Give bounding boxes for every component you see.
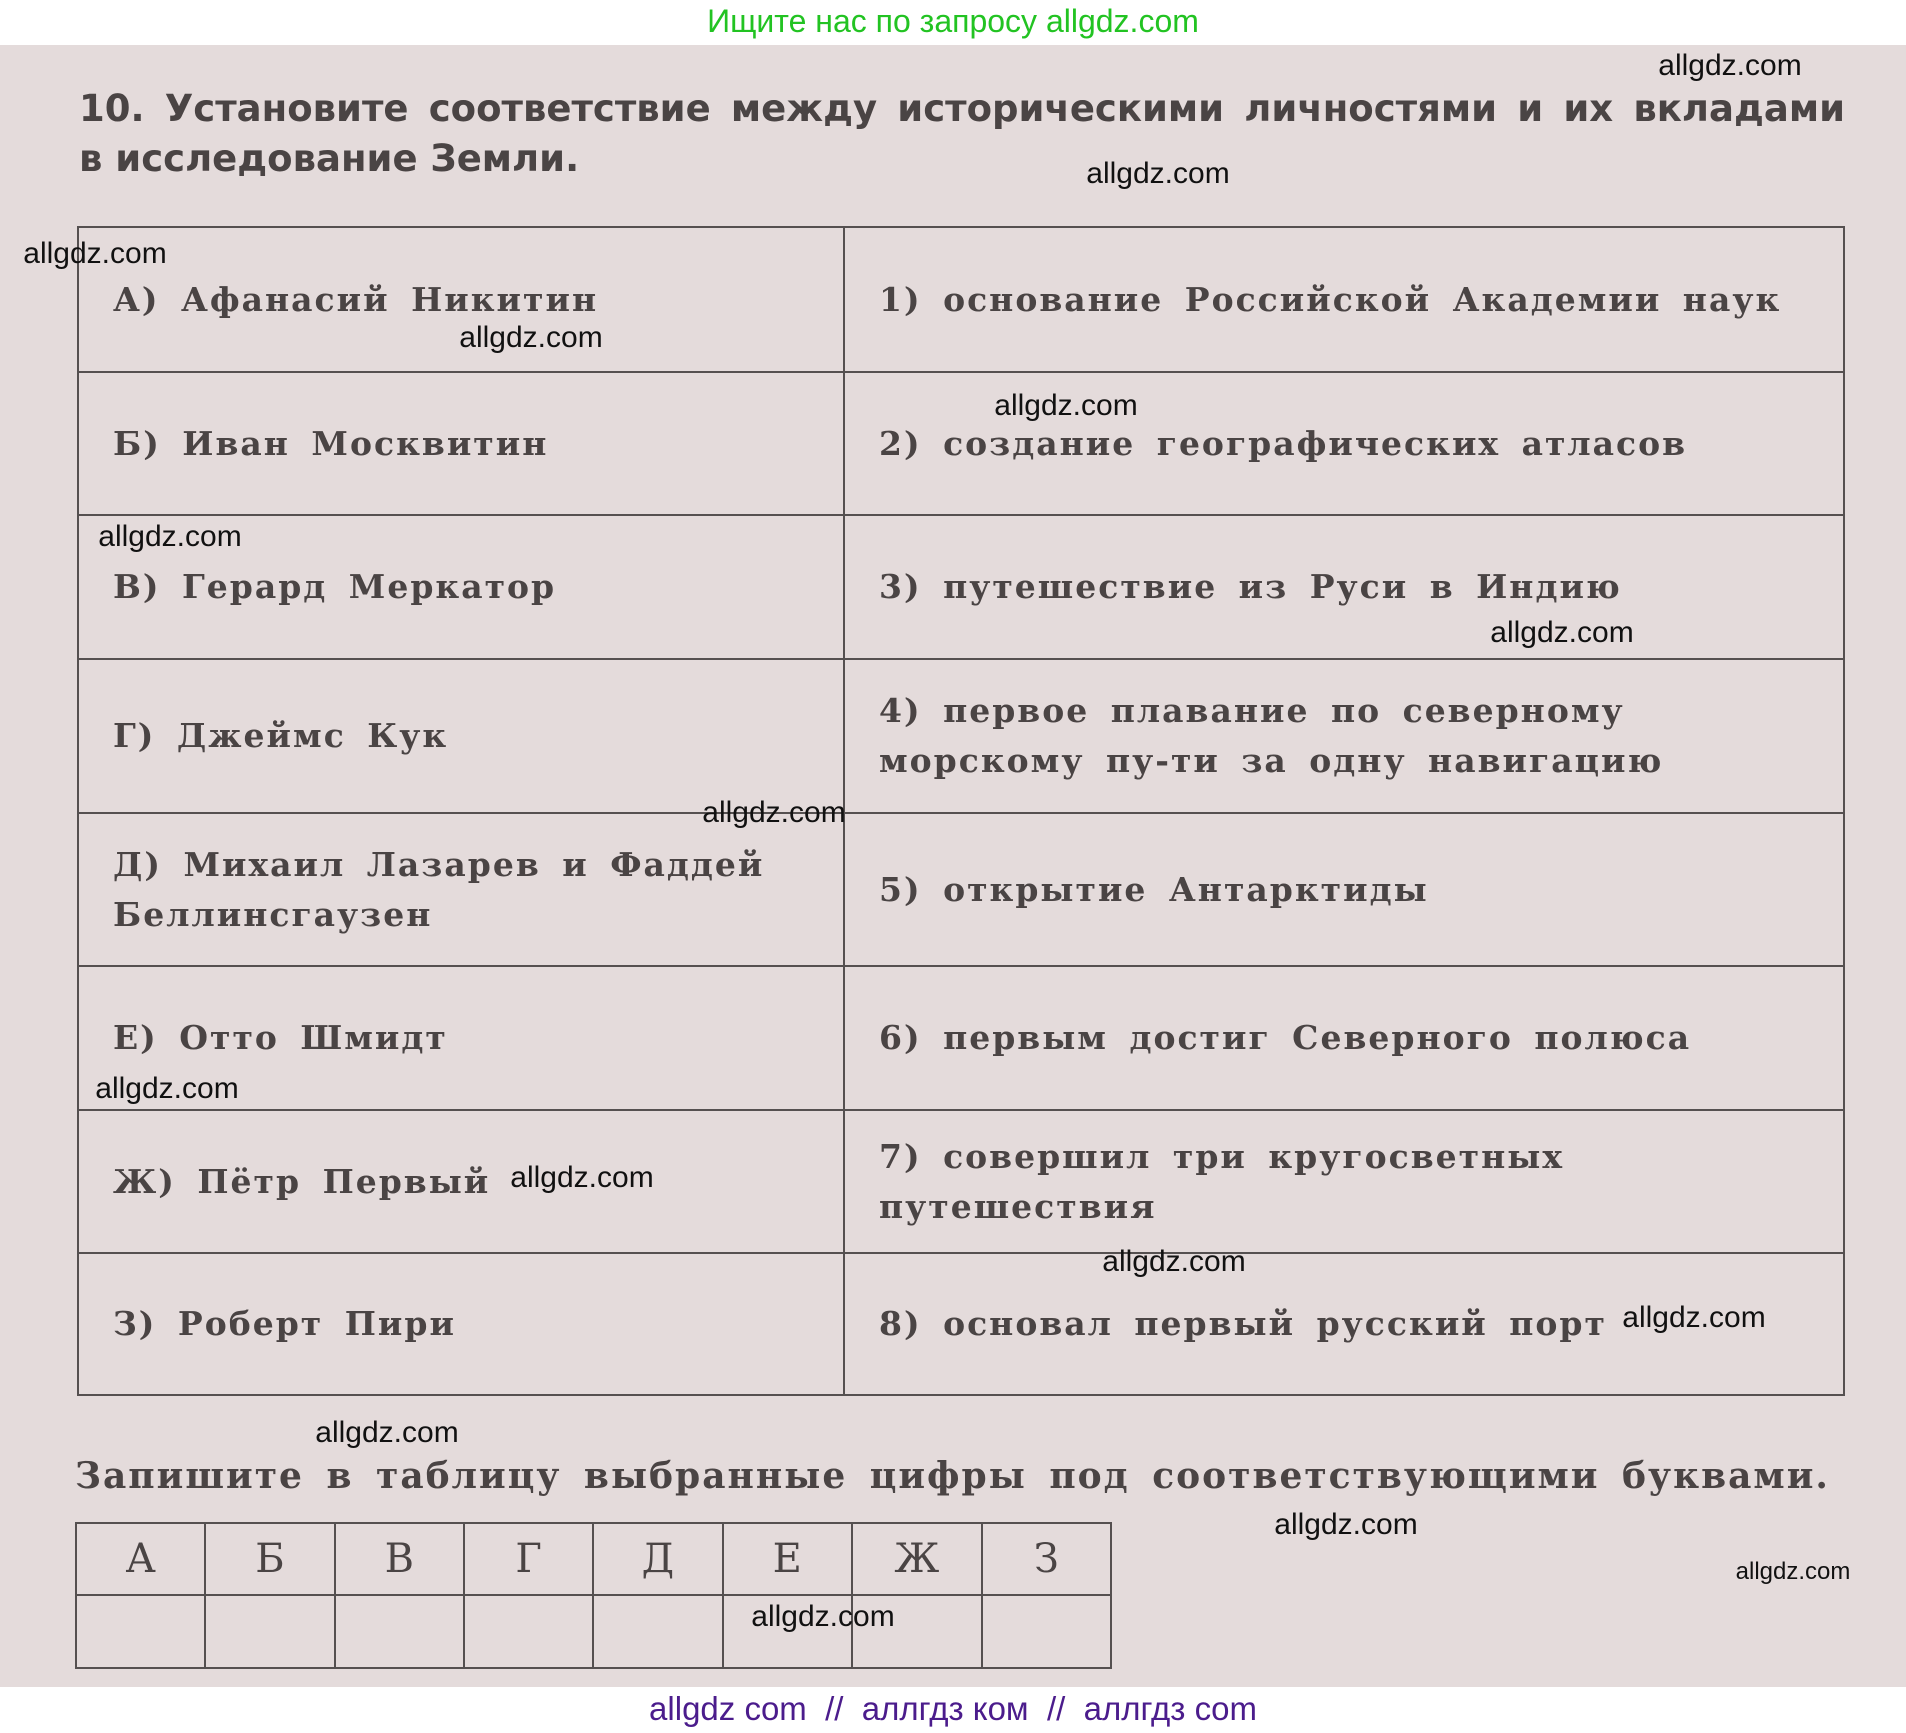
answer-letter: А <box>76 1523 205 1595</box>
table-row <box>78 227 1844 372</box>
contribution-cell: 5) открытие Антарктиды <box>844 813 1844 966</box>
answer-cell[interactable] <box>593 1595 722 1668</box>
watermark: allgdz.com <box>459 321 603 354</box>
person-cell: Д) Михаил Лазарев и Фаддей Беллинсгаузен <box>78 813 844 966</box>
answer-cell[interactable] <box>464 1595 593 1668</box>
watermark: allgdz.com <box>1274 1508 1418 1541</box>
top-banner: Ищите нас по запросу allgdz.com <box>707 3 1199 39</box>
matching-table <box>77 226 1845 1396</box>
watermark: allgdz.com <box>702 796 846 829</box>
person-cell: Е) Отто Шмидт <box>78 966 844 1110</box>
watermark: allgdz.com <box>23 237 167 270</box>
watermark: allgdz.com <box>98 520 242 553</box>
task-title <box>79 84 1845 184</box>
answer-table <box>75 1522 1112 1669</box>
watermark: allgdz.com <box>1735 1558 1851 1585</box>
answer-header-row <box>76 1523 1111 1595</box>
watermark: allgdz.com <box>1622 1301 1766 1334</box>
answer-letter: Ж <box>852 1523 982 1595</box>
watermark: allgdz.com <box>1658 49 1802 82</box>
watermark: allgdz.com <box>994 389 1138 422</box>
table-row <box>78 966 1844 1110</box>
person-cell: Г) Джеймс Кук <box>78 659 844 813</box>
task-title-line-2: в исследование Земли. <box>79 137 580 180</box>
answer-cell[interactable] <box>982 1595 1111 1668</box>
watermark: allgdz.com <box>315 1416 459 1449</box>
watermark: allgdz.com <box>1102 1245 1246 1278</box>
contribution-cell: 6) первым достиг Северного полюса <box>844 966 1844 1110</box>
contribution-cell: 7) совершил три кругосветных путешествия <box>844 1110 1844 1253</box>
answer-letter: З <box>982 1523 1111 1595</box>
table-row <box>78 1110 1844 1253</box>
answer-cell[interactable] <box>205 1595 334 1668</box>
answer-value-row <box>76 1595 1111 1668</box>
bottom-banner: allgdz com // аллгдз ком // аллгдз com <box>649 1690 1257 1727</box>
instruction-text: Запишите в таблицу выбранные цифры под соответствующими буквами. <box>75 1455 1830 1497</box>
person-cell: З) Роберт Пири <box>78 1253 844 1395</box>
person-cell: А) Афанасий Никитин <box>78 227 844 372</box>
watermark: allgdz.com <box>751 1600 895 1633</box>
contribution-cell: 3) путешествие из Руси в Индию <box>844 515 1844 659</box>
answer-cell[interactable] <box>76 1595 205 1668</box>
person-cell: Ж) Пётр Первый <box>78 1110 844 1253</box>
table-row <box>78 1253 1844 1395</box>
contribution-cell: 2) создание географических атласов <box>844 372 1844 515</box>
table-row <box>78 813 1844 966</box>
watermark: allgdz.com <box>95 1072 239 1105</box>
table-row <box>78 372 1844 515</box>
answer-cell[interactable] <box>335 1595 464 1668</box>
answer-letter: В <box>335 1523 464 1595</box>
contribution-cell: 4) первое плавание по северному морскому пу-ти за одну навигацию <box>844 659 1844 813</box>
answer-letter: Е <box>723 1523 852 1595</box>
task-title-line-1: 10. Установите соответствие между историческими личностями и их вкладами <box>79 87 1845 130</box>
person-cell: В) Герард Меркатор <box>78 515 844 659</box>
answer-letter: Г <box>464 1523 593 1595</box>
contribution-cell: 1) основание Российской Академии наук <box>844 227 1844 372</box>
watermark: allgdz.com <box>1086 157 1230 190</box>
answer-letter: Д <box>593 1523 722 1595</box>
watermark: allgdz.com <box>1490 616 1634 649</box>
person-cell: Б) Иван Москвитин <box>78 372 844 515</box>
table-row <box>78 659 1844 813</box>
contribution-cell: 8) основал первый русский порт <box>844 1253 1844 1395</box>
answer-letter: Б <box>205 1523 334 1595</box>
watermark: allgdz.com <box>510 1161 654 1194</box>
